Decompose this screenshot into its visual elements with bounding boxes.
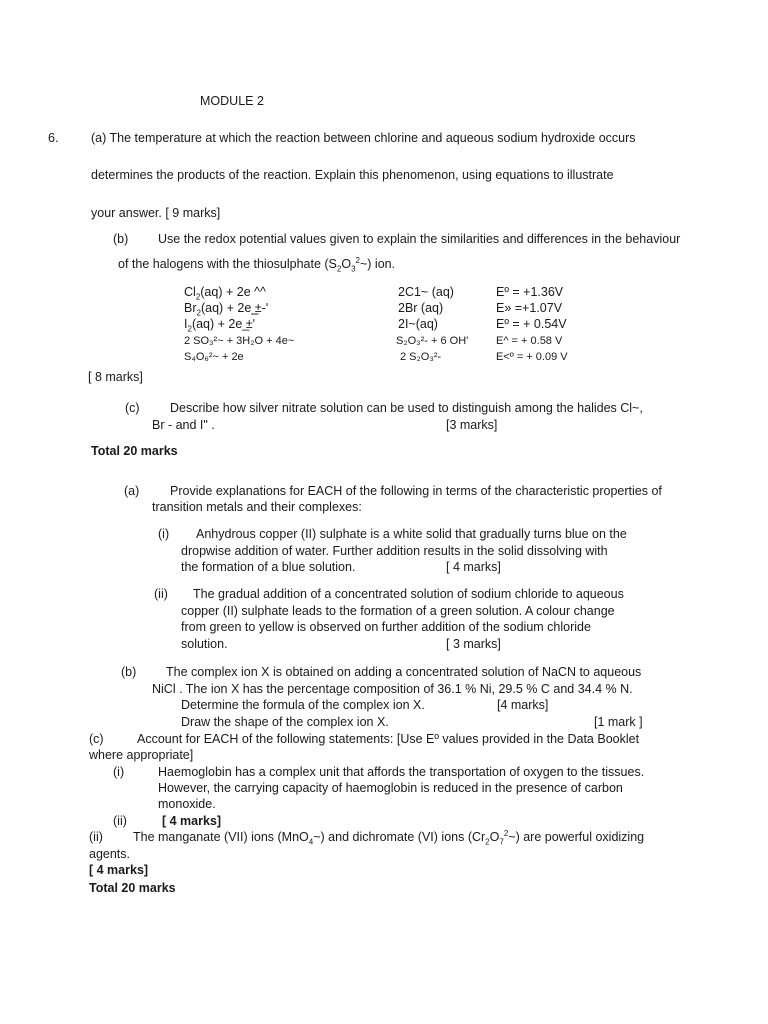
equation-3-potential: Eº = + 0.54V xyxy=(496,317,567,331)
equation-1-right: 2C1~ (aq) xyxy=(398,285,454,299)
q7cii-marks: [ 4 marks] xyxy=(162,814,222,828)
equation-5-right: 2 S₂O₃²- xyxy=(400,351,442,363)
q7c-marks: [ 4 marks] xyxy=(89,863,149,877)
eq2-rest: (aq) + 2e ̲̲±‑ʹ xyxy=(200,301,269,315)
q7ai-line3: the formation of a blue solution. xyxy=(181,560,356,574)
q7cii-pre: The manganate (VII) ions (MnO xyxy=(133,830,309,844)
q7aii-marks: [ 3 marks] xyxy=(446,637,501,651)
equation-4-left: 2 SO₃²~ + 3H₂O + 4e~ xyxy=(184,335,295,347)
q7cii-post: ~) are powerful oxidizing xyxy=(508,830,645,844)
eq3-rest: (aq) + 2e ̲±ʹ xyxy=(191,317,256,331)
q7ci-line3: monoxide. xyxy=(158,797,216,811)
eq2-species: Br xyxy=(184,301,197,315)
q7c-label: (c) xyxy=(89,732,104,746)
q6b-line2-pre: of the halogens with the thiosulphate (S xyxy=(118,257,337,271)
q7aii-line2: copper (II) sulphate leads to the formation of a green solution. A colour change xyxy=(181,604,615,618)
q7b-line4-marks: [1 mark ] xyxy=(594,715,643,729)
q6b-line1: Use the redox potential values given to explain the similarities and differences in the behaviour xyxy=(158,232,681,246)
q7b-line1: The complex ion X is obtained on adding a concentrated solution of NaCN to aqueous xyxy=(166,665,642,679)
q7ai-marks: [ 4 marks] xyxy=(446,560,501,574)
q7a-line2: transition metals and their complexes: xyxy=(152,500,362,514)
q7-total: Total 20 marks xyxy=(89,881,176,895)
equation-2-potential: E» =+1.07V xyxy=(496,301,563,315)
module-title: MODULE 2 xyxy=(200,94,264,108)
q7a-line1: Provide explanations for EACH of the following in terms of the characteristic properties of xyxy=(170,484,662,498)
q7aii-line1: The gradual addition of a concentrated solution of sodium chloride to aqueous xyxy=(193,587,624,601)
q6c-marks: [3 marks] xyxy=(446,418,498,432)
eq1-rest: (aq) + 2e ^^ xyxy=(200,285,266,299)
q7aii-line3: from green to yellow is observed on further addition of the sodium chloride xyxy=(181,620,591,634)
q7ci-line2: However, the carrying capacity of haemoglobin is reduced in the presence of carbon xyxy=(158,781,623,795)
q7c-line1: Account for EACH of the following statements: [Use Eº values provided in the Data Booklet xyxy=(137,732,640,746)
eq2-sub: 2 xyxy=(196,308,201,318)
q7b-line4: Draw the shape of the complex ion X. xyxy=(181,715,389,729)
q6c-label: (c) xyxy=(125,401,140,415)
q7b-label: (b) xyxy=(121,665,137,679)
sub-3: 3 xyxy=(351,264,356,274)
q6b-label: (b) xyxy=(113,232,129,246)
sub-2: 2 xyxy=(336,264,342,274)
equation-3-left xyxy=(184,316,255,332)
eq1-sub: 2 xyxy=(195,292,201,302)
q7c-line2: where appropriate] xyxy=(89,748,194,762)
equation-5-left: S₄O₆²~ + 2e xyxy=(184,351,244,363)
equation-4-right: S₂O₃²- + 6 OH' xyxy=(396,335,469,347)
q6a-line3: your answer. [ 9 marks] xyxy=(91,206,221,220)
q6b-line2 xyxy=(118,256,395,272)
eq3-species: I xyxy=(184,317,188,331)
q7cii-mid: ~) and dichromate (VI) ions (Cr xyxy=(313,830,486,844)
charge-2b: 2 xyxy=(503,828,509,838)
q7cii-line1 xyxy=(133,829,644,845)
equation-2-right: 2Br (aq) xyxy=(398,301,444,315)
sub-7: 7 xyxy=(499,837,504,847)
sub-4: 4 xyxy=(308,837,314,847)
q7ai-label: (i) xyxy=(158,527,170,541)
q7aii-label: (ii) xyxy=(154,587,168,601)
q6-total: Total 20 marks xyxy=(91,444,178,458)
question-number: 6. xyxy=(48,131,59,145)
oxygen: O xyxy=(341,257,352,271)
charge-2: 2 xyxy=(355,255,360,265)
q7b-line3: Determine the formula of the complex ion X. xyxy=(181,698,425,712)
eq3-sub: 2 xyxy=(187,324,192,334)
q6c-line1: Describe how silver nitrate solution can be used to distinguish among the halides Cl~, xyxy=(170,401,643,415)
q6a-line1: (a) The temperature at which the reaction between chlorine and aqueous sodium hydroxide occurs xyxy=(91,131,636,145)
q7cii-marks-label: (ii) xyxy=(113,814,127,828)
q7ci-label: (i) xyxy=(113,765,125,779)
q6c-line2: Br - and I" . xyxy=(152,418,215,432)
equation-4-potential: E^ = + 0.58 V xyxy=(496,335,563,347)
q6a-line2: determines the products of the reaction. Explain this phenomenon, using equations to illustrate xyxy=(91,168,614,182)
q7aii-line4: solution. xyxy=(181,637,228,651)
equation-2-left xyxy=(184,300,268,316)
eq1-species: Cl xyxy=(184,285,196,299)
q7ai-line2: dropwise addition of water. Further addition results in the solid dissolving with xyxy=(181,544,608,558)
q7cii-line2: agents. xyxy=(89,847,131,861)
equation-1-potential: Eº = +1.36V xyxy=(496,285,564,299)
sub-2b: 2 xyxy=(485,837,490,847)
q7b-line2: NiCl . The ion X has the percentage composition of 36.1 % Ni, 29.5 % C and 34.4 % N. xyxy=(152,682,633,696)
q6b-marks: [ 8 marks] xyxy=(88,370,143,384)
q7b-line3-marks: [4 marks] xyxy=(497,698,549,712)
q7ai-line1: Anhydrous copper (II) sulphate is a white solid that gradually turns blue on the xyxy=(196,527,627,541)
equation-1-left xyxy=(184,284,266,300)
q7cii-label: (ii) xyxy=(89,830,103,844)
equation-3-right: 2I~(aq) xyxy=(398,317,438,331)
q6b-line2-post: ~) ion. xyxy=(360,257,396,271)
equation-5-potential: E<º = + 0.09 V xyxy=(496,351,568,363)
oxygen-b: O xyxy=(489,830,500,844)
q7a-label: (a) xyxy=(124,484,140,498)
q7ci-line1: Haemoglobin has a complex unit that affords the transportation of oxygen to the tissues. xyxy=(158,765,645,779)
